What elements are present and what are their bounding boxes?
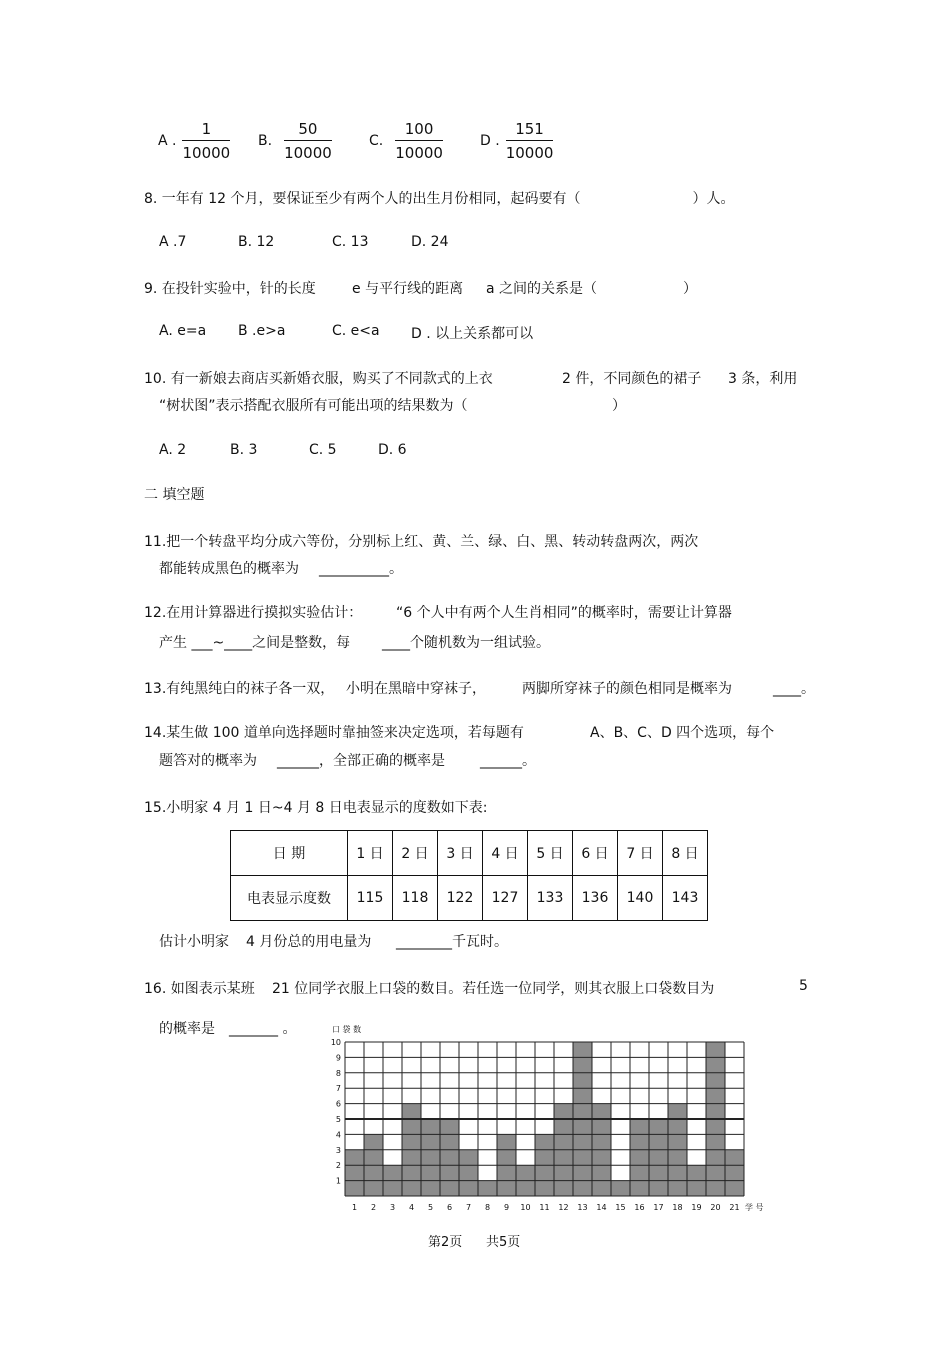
q8-option-a: A .7 [159, 234, 187, 250]
q8-stem [144, 188, 735, 208]
table-cell: 4 日 [483, 831, 528, 876]
q16-line1-b: 21 位同学衣服上口袋的数目。若任选一位同学，则其衣服上口袋数目为 [272, 981, 715, 997]
q14-line2-b: ______，全部正确的概率是 [277, 753, 445, 769]
option-label: A . [158, 133, 177, 149]
fraction [395, 120, 443, 162]
q16-line1-a: 16. 如图表示某班 [144, 981, 255, 997]
numerator: 100 [395, 120, 443, 141]
table-cell: 127 [483, 876, 528, 921]
option-label: C. [369, 133, 384, 149]
pocket-count-chart [320, 1020, 790, 1220]
q7-option-b [258, 120, 332, 162]
q16-line2-a: 的概率是 [159, 1021, 215, 1037]
table-cell: 8 日 [663, 831, 708, 876]
option-label: D . [480, 133, 500, 149]
q7-option-d [480, 120, 553, 162]
q13-part-a: 13.有纯黑纯白的袜子各一双， [144, 681, 335, 697]
fraction [182, 120, 230, 162]
q10-line1-b: 2 件，不同颜色的裙子 [562, 371, 702, 387]
bar [345, 1150, 364, 1196]
q10-line1-a: 10. 有一新娘去商店买新婚衣服，购买了不同款式的上衣 [144, 371, 493, 387]
table-cell: 143 [663, 876, 708, 921]
q14-line1-b: A、B、C、D 四个选项，每个 [590, 725, 775, 741]
q16-line2-b: _______ 。 [229, 1021, 297, 1037]
bar [630, 1119, 649, 1196]
table-cell: 118 [393, 876, 438, 921]
q10-option-d: D. 6 [378, 442, 407, 458]
q9-option-c: C. e<a [332, 323, 380, 339]
x-tick-label: 8 [484, 1203, 491, 1212]
table-cell: 133 [528, 876, 573, 921]
denominator: 10000 [284, 144, 332, 162]
x-tick-label: 2 [370, 1203, 377, 1212]
table-cell: 2 日 [393, 831, 438, 876]
x-tick-label: 10 [520, 1203, 531, 1212]
q11-line2 [159, 558, 403, 578]
x-tick-label: 4 [408, 1203, 415, 1212]
table-cell: 5 日 [528, 831, 573, 876]
q8-stem-end: ）人。 [692, 191, 735, 207]
y-tick-label: 4 [335, 1130, 341, 1140]
bar [459, 1150, 478, 1196]
x-tick-label: 3 [389, 1203, 396, 1212]
x-tick-label: 9 [503, 1203, 510, 1212]
q10-line2-b: ） [612, 398, 626, 414]
x-tick-label: 14 [596, 1203, 607, 1212]
meter-table [230, 830, 708, 921]
table-header-label: 日 期 [231, 831, 348, 876]
q15-line2-b: 4 月份总的用电量为 [246, 934, 372, 950]
fraction [506, 120, 554, 162]
q9-stem-d: ） [683, 281, 697, 297]
y-tick-label: 6 [335, 1099, 341, 1109]
table-cell: 122 [438, 876, 483, 921]
q10-option-c: C. 5 [309, 442, 337, 458]
x-tick-label: 17 [653, 1203, 664, 1212]
section-heading: 二 填空题 [144, 487, 205, 503]
q16-line1-c: 5 [799, 978, 808, 994]
numerator: 1 [182, 120, 230, 141]
q13-part-c: 两脚所穿袜子的颜色相同是概率为 [522, 681, 732, 697]
q10-line2-a: “树状图”表示搭配衣服所有可能出项的结果数为（ [159, 398, 468, 414]
q8-stem-text: 8. 一年有 12 个月，要保证至少有两个人的出生月份相同，起码要有（ [144, 191, 581, 207]
bar [421, 1119, 440, 1196]
q14-line2-a: 题答对的概率为 [159, 753, 257, 769]
x-tick-label: 5 [427, 1203, 434, 1212]
q13-part-d: ____。 [773, 681, 815, 697]
y-tick-label: 10 [330, 1038, 341, 1047]
q10-line1-c: 3 条，利用 [728, 371, 798, 387]
numerator: 50 [284, 120, 332, 141]
q11-blank: __________ [319, 561, 389, 577]
q11-line1: 11.把一个转盘平均分成六等份，分别标上红、黄、兰、绿、白、黑、转动转盘两次，两次 [144, 534, 699, 550]
q12-line1-a: 12.在用计算器进行摸拟实验估计： [144, 605, 363, 621]
y-tick-label: 7 [335, 1084, 341, 1094]
q8-option-b: B. 12 [238, 234, 275, 250]
y-tick-label: 3 [335, 1145, 341, 1155]
q15-line1: 15.小明家 4 月 1 日~4 月 8 日电表显示的度数如下表: [144, 800, 488, 816]
numerator: 151 [506, 120, 554, 141]
denominator: 10000 [395, 144, 443, 162]
x-tick-label: 6 [446, 1203, 453, 1212]
denominator: 10000 [182, 144, 231, 162]
x-tick-label: 13 [577, 1203, 588, 1212]
x-tick-label: 18 [672, 1203, 683, 1212]
q11-end: 。 [389, 561, 403, 577]
bar [725, 1150, 744, 1196]
table-cell: 136 [573, 876, 618, 921]
x-tick-label: 15 [615, 1203, 626, 1212]
x-tick-label: 12 [558, 1203, 569, 1212]
table-cell: 3 日 [438, 831, 483, 876]
table-cell: 140 [618, 876, 663, 921]
denominator: 10000 [505, 144, 554, 162]
x-tick-label: 21 [729, 1203, 740, 1212]
x-tick-label: 11 [539, 1203, 550, 1212]
q12-line1-b: “6 个人中有两个人生肖相同”的概率时，需要让计算器 [396, 605, 732, 621]
q10-option-b: B. 3 [230, 442, 258, 458]
q12-line2-a: 产生 ___~____之间是整数，每 [159, 635, 351, 651]
page-number: 第2页 [428, 1235, 463, 1250]
bar [440, 1119, 459, 1196]
table-cell: 6 日 [573, 831, 618, 876]
q9-stem-b: e 与平行线的距离 [352, 281, 464, 297]
q9-stem-a: 9. 在投针实验中，针的长度 [144, 281, 316, 297]
q9-option-d: D . 以上关系都可以 [411, 326, 534, 342]
x-tick-label: 16 [634, 1203, 645, 1212]
table-row-label: 电表显示度数 [231, 876, 348, 921]
table-cell: 115 [348, 876, 393, 921]
x-tick-label: 20 [710, 1203, 721, 1212]
y-tick-label: 9 [335, 1053, 341, 1063]
table-cell: 7 日 [618, 831, 663, 876]
table-row [231, 831, 708, 876]
table-row [231, 876, 708, 921]
option-label: B. [258, 133, 273, 149]
q8-option-c: C. 13 [332, 234, 369, 250]
y-tick-label: 8 [335, 1068, 341, 1078]
q8-option-d: D. 24 [411, 234, 449, 250]
q12-line2-b: ____个随机数为一组试验。 [382, 635, 550, 651]
q9-option-b: B .e>a [238, 323, 286, 339]
bar [649, 1119, 668, 1196]
y-tick-label: 1 [335, 1176, 341, 1186]
q7-option-c [369, 120, 443, 162]
bar [611, 1181, 630, 1196]
q11-text: 都能转成黑色的概率为 [159, 561, 299, 577]
q9-option-a: A. e=a [159, 323, 207, 339]
q7-option-a [158, 120, 230, 162]
fraction [284, 120, 332, 162]
bar [478, 1181, 497, 1196]
q10-option-a: A. 2 [159, 442, 187, 458]
x-tick-label: 19 [691, 1203, 702, 1212]
y-tick-label: 2 [335, 1161, 341, 1171]
x-axis-label: 学 号 [745, 1203, 764, 1212]
y-tick-label: 5 [335, 1115, 341, 1124]
q13-part-b: 小明在黑暗中穿袜子， [346, 681, 486, 697]
x-tick-label: 7 [465, 1203, 472, 1212]
q15-line2-a: 估计小明家 [159, 934, 229, 950]
q15-line2-c: ________千瓦时。 [396, 934, 508, 950]
page-total: 共5页 [486, 1235, 521, 1250]
q14-line2-c: ______。 [480, 753, 536, 769]
y-axis-label: 口 袋 数 [332, 1025, 362, 1034]
q9-stem-c: a 之间的关系是（ [486, 281, 598, 297]
q14-line1-a: 14.某生做 100 道单向选择题时靠抽签来决定选项，若每题有 [144, 725, 524, 741]
x-tick-label: 1 [351, 1203, 358, 1212]
table-cell: 1 日 [348, 831, 393, 876]
